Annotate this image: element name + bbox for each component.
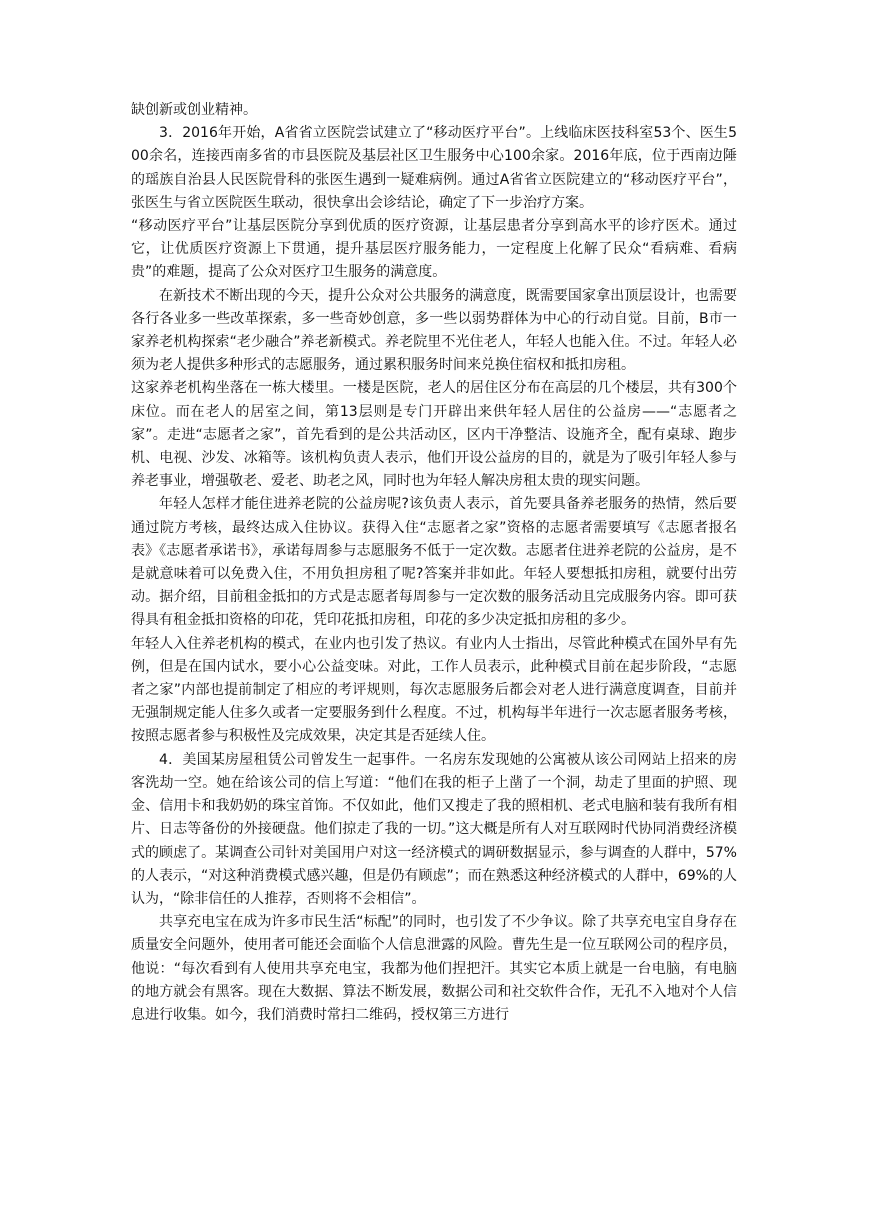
paragraph-section-3: 3．2016年开始，A省省立医院尝试建立了“移动医疗平台”。上线临床医技科室53个、医生500余名，连接西南多省的市县医院及基层社区卫生服务中心100余家。2016年底，位于西南边陲的瑶族自治县人民医院骨科的张医生遇到一疑难病例。通过A省省立医院建立的“移动医疗平台”，张医生与省立医院医生联动，很快拿出会诊结论，确定了下一步治疗方案。 xyxy=(131,125,737,211)
document-page xyxy=(131,99,737,1027)
paragraph-nursing-building: 这家养老机构坐落在一栋大楼里。一楼是医院，老人的居住区分布在高层的几个楼层，共有300个床位。而在老人的居室之间，第13层则是专门开辟出来供年轻人居住的公益房——“志愿者之家”。走进“志愿者之家”，首先看到的是公共活动区，区内干净整洁、设施齐全，配有桌球、跑步机、电视、沙发、冰箱等。该机构负责人表示，他们开设公益房的目的，就是为了吸引年轻人参与养老事业，增强敬老、爱老、助老之风，同时也为年轻人解决房租太贵的现实问题。 xyxy=(131,380,737,490)
paragraph-volunteer-requirements: 年轻人怎样才能住进养老院的公益房呢?该负责人表示，首先要具备养老服务的热情，然后要通过院方考核，最终达成入住协议。获得入住“志愿者之家”资格的志愿者需要填写《志愿者报名表》《志愿者承诺书》，承诺每周参与志愿服务不低于一定次数。志愿者住进养老院的公益房，是不是就意味着可以免费入住，不用负担房租了呢?答案并非如此。年轻人要想抵扣房租，就要付出劳动。据介绍，目前租金抵扣的方式是志愿者每周参与一定次数的服务活动且完成服务内容。即可获得具有租金抵扣资格的印花，凭印花抵扣房租，印花的多少决定抵扣房租的多少。 xyxy=(131,496,737,629)
paragraph-power-bank: 共享充电宝在成为许多市民生活“标配”的同时，也引发了不少争议。除了共享充电宝自身存在质量安全问题外，使用者可能还会面临个人信息泄露的风险。曹先生是一位互联网公司的程序员，他说：“每次看到有人使用共享充电宝，我都为他们捏把汗。其实它本质上就是一台电脑，有电脑的地方就会有黑客。现在大数据、算法不断发展，数据公司和社交软件合作，无孔不入地对个人信息进行收集。如今，我们消费时常扫二维码，授权第三方进行 xyxy=(131,914,737,1023)
paragraph-public-services: 在新技术不断出现的今天，提升公众对公共服务的满意度，既需要国家拿出顶层设计，也需要各行各业多一些改革探索，多一些奇妙创意，多一些以弱势群体为中心的行动自觉。目前，B市一家养老机构探索“老少融合”养老新模式。养老院里不光住老人，年轻人也能入住。不过。年轻人必须为老人提供多种形式的志愿服务，通过累积服务时间来兑换住宿权和抵扣房租。 xyxy=(131,287,737,374)
paragraph-intro-tail: 缺创新或创业精神。 xyxy=(131,102,257,118)
paragraph-section-4: 4．美国某房屋租赁公司曾发生一起事件。一名房东发现她的公寓被从该公司网站上招来的房客洗劫一空。她在给该公司的信上写道：“他们在我的柜子上凿了一个洞，劫走了里面的护照、现金、信用卡和我奶奶的珠宝首饰。不仅如此，他们又搜走了我的照相机、老式电脑和装有我所有相片、日志等备份的外接硬盘。他们掠走了我的一切。”这大概是所有人对互联网时代协同消费经济模式的顾虑了。某调查公司针对美国用户对这一经济模式的调研数据显示，参与调查的人群中，57%的人表示，“对这种消费模式感兴趣，但是仍有顾虑”；而在熟悉这种经济模式的人群中，69%的人认为，“除非信任的人推荐，否则将不会相信”。 xyxy=(131,751,737,907)
paragraph-mobile-platform: “移动医疗平台”让基层医院分享到优质的医疗资源，让基层患者分享到高水平的诊疗医术。通过它，让优质医疗资源上下贯通，提升基层医疗服务能力，一定程度上化解了民众“看病难、看病贵”的难题，提高了公众对医疗卫生服务的满意度。 xyxy=(131,218,737,281)
paragraph-industry-debate: 年轻人入住养老机构的模式，在业内也引发了热议。有业内人士指出，尽管此种模式在国外早有先例，但是在国内试水，要小心公益变味。对此，工作人员表示，此种模式目前在起步阶段，“志愿者之家”内部也提前制定了相应的考评规则，每次志愿服务后都会对老人进行满意度调查，目前并无强制规定能人住多久或者一定要服务到什么程度。不过，机构每半年进行一次志愿者服务考核，按照志愿者参与积极性及完成效果，决定其是否延续人住。 xyxy=(131,635,737,745)
